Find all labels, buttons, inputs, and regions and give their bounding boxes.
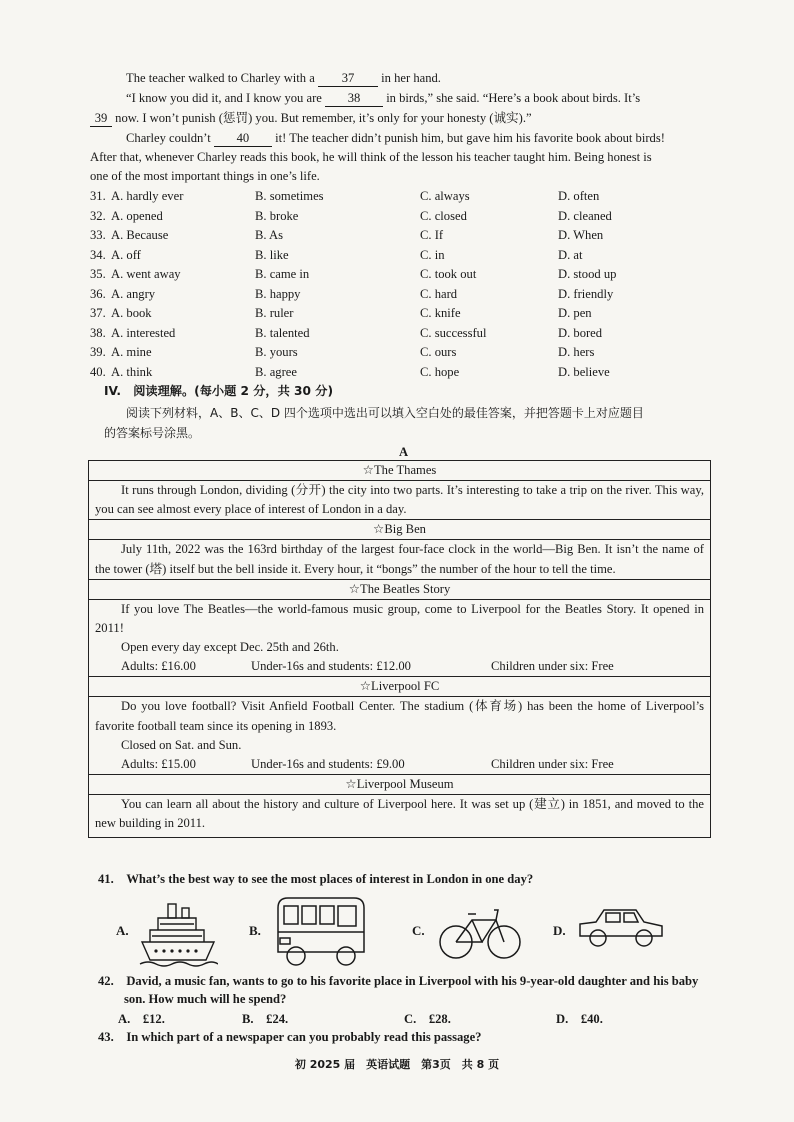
question-42-line-2: son. How much will he spend? bbox=[124, 992, 287, 1006]
option-b: B. sometimes bbox=[255, 189, 324, 203]
option-a: A. interested bbox=[111, 325, 176, 340]
question-42-line-1: 42. David, a music fan, wants to go to his favorite place in Liverpool with his 9-year-old daughter and his baby bbox=[98, 974, 699, 988]
q42-option-c: C. £28. bbox=[404, 1012, 451, 1026]
option-row-number: 36. bbox=[90, 286, 106, 301]
q41-option-d-label: D. bbox=[553, 923, 566, 938]
section-thames bbox=[89, 461, 710, 520]
option-d: D. at bbox=[558, 247, 583, 262]
option-a: A. off bbox=[111, 247, 141, 262]
section-liverpool-fc bbox=[89, 677, 710, 775]
option-c: C. hope bbox=[420, 364, 460, 379]
beatles-open: Open every day except Dec. 25th and 26th. bbox=[121, 640, 339, 655]
section-instruction-2: 的答案标号涂黑。 bbox=[104, 426, 201, 440]
option-c: C. hard bbox=[420, 286, 458, 301]
option-d: D. friendly bbox=[558, 286, 614, 301]
passage-line-6: one of the most important things in one’s life. bbox=[90, 169, 320, 183]
option-c: C. always bbox=[420, 189, 470, 203]
thames-title: ☆The Thames bbox=[89, 461, 710, 481]
beatles-children: Children under six: Free bbox=[491, 659, 614, 674]
passage-line-3: 39 now. I won’t punish (惩罚) you. But remember, it’s only for your honesty (诚实).” bbox=[90, 109, 532, 129]
q42-option-b: B. £24. bbox=[242, 1012, 289, 1026]
lfc-prices bbox=[95, 755, 704, 774]
option-a: A. think bbox=[111, 364, 153, 379]
q42-option-a: A. £12. bbox=[118, 1012, 165, 1026]
passage-letter: A bbox=[399, 445, 409, 459]
option-a: A. hardly ever bbox=[111, 189, 184, 203]
beatles-body: If you love The Beatles—the world-famous music group, come to Liverpool for the Beatles Story. It opened in 2011! bbox=[95, 601, 704, 636]
q42-option-d: D. £40. bbox=[556, 1012, 603, 1026]
lfc-under16: Under-16s and students: £9.00 bbox=[251, 757, 405, 772]
option-c: C. knife bbox=[420, 306, 461, 320]
option-b: B. agree bbox=[255, 364, 297, 379]
option-d: D. often bbox=[558, 189, 600, 203]
museum-title: ☆Liverpool Museum bbox=[89, 775, 710, 795]
option-row-number: 33. bbox=[90, 228, 106, 242]
option-b: B. broke bbox=[255, 208, 299, 223]
blank-40: 40 bbox=[214, 131, 272, 147]
lfc-closed: Closed on Sat. and Sun. bbox=[121, 737, 242, 752]
page-footer: 初 2025 届 英语试题 第3页 共 8 页 bbox=[294, 1058, 500, 1071]
bigben-title: ☆Big Ben bbox=[89, 520, 710, 540]
option-a: A. mine bbox=[111, 345, 152, 359]
museum-body: You can learn all about the history and culture of Liverpool here. It was set up (建立) in 1851, and moved to the new building in 2011. bbox=[95, 797, 704, 831]
blank-38: 38 bbox=[325, 91, 383, 107]
passage-line-5: After that, whenever Charley reads this book, he will think of the lesson his teacher taught him. Being honest is bbox=[90, 150, 652, 164]
section-museum bbox=[89, 775, 710, 837]
option-c: C. took out bbox=[420, 267, 477, 281]
option-d: D. stood up bbox=[558, 267, 617, 281]
option-a: A. book bbox=[111, 306, 152, 320]
q41-option-c-label: C. bbox=[412, 923, 425, 938]
bicycle-icon bbox=[438, 898, 522, 962]
option-c: C. ours bbox=[420, 345, 457, 359]
option-b: B. talented bbox=[255, 325, 310, 340]
lfc-children: Children under six: Free bbox=[491, 757, 614, 772]
option-c: C. in bbox=[420, 247, 445, 262]
blank-39: 39 bbox=[90, 111, 112, 127]
option-c: C. successful bbox=[420, 325, 487, 340]
option-a: A. angry bbox=[111, 286, 156, 301]
option-d: D. hers bbox=[558, 345, 595, 359]
option-row-number: 31. bbox=[90, 189, 106, 203]
beatles-prices bbox=[95, 657, 704, 676]
option-b: B. yours bbox=[255, 345, 298, 359]
beatles-under16: Under-16s and students: £12.00 bbox=[251, 659, 411, 674]
bigben-body: July 11th, 2022 was the 163rd birthday of the largest four-face clock in the world—Big Ben. It isn’t the name of the tower (塔) itself but the bell inside it. Every hour, it “bongs” the number of the hour to tell the time. bbox=[95, 542, 704, 576]
option-d: D. cleaned bbox=[558, 208, 612, 223]
lfc-adults: Adults: £15.00 bbox=[121, 757, 196, 772]
section-heading: IV. 阅读理解。(每小题 2 分，共 30 分) bbox=[104, 384, 334, 398]
section-big-ben bbox=[89, 520, 710, 579]
option-c: C. If bbox=[420, 228, 444, 242]
option-d: D. believe bbox=[558, 364, 610, 379]
ship-icon bbox=[138, 896, 218, 968]
option-a: A. opened bbox=[111, 208, 163, 223]
passage-line-4: Charley couldn’t 40 it! The teacher didn’t punish him, but gave him his favorite book about birds! bbox=[126, 131, 665, 145]
question-43: 43. In which part of a newspaper can you probably read this passage? bbox=[98, 1030, 482, 1044]
option-row-number: 34. bbox=[90, 247, 106, 262]
lfc-body: Do you love football? Visit Anfield Football Center. The stadium (体育场) has been the home of Liverpool’s favorite football team since its opening in 1893. bbox=[95, 699, 704, 733]
option-row-number: 39. bbox=[90, 345, 106, 359]
option-row-number: 35. bbox=[90, 267, 106, 281]
option-row-number: 37. bbox=[90, 306, 106, 320]
question-41: 41. What’s the best way to see the most places of interest in London in one day? bbox=[98, 872, 534, 886]
section-beatles bbox=[89, 580, 710, 678]
option-b: B. As bbox=[255, 228, 283, 242]
passage-line-1: The teacher walked to Charley with a 37 in her hand. bbox=[126, 71, 441, 85]
option-row-number: 38. bbox=[90, 325, 106, 340]
option-a: A. went away bbox=[111, 267, 181, 281]
option-a: A. Because bbox=[111, 228, 169, 242]
option-b: B. happy bbox=[255, 286, 301, 301]
passage-line-2: “I know you did it, and I know you are 38 in birds,” she said. “Here’s a book about birds. It’s bbox=[126, 91, 641, 105]
car-icon bbox=[576, 904, 666, 950]
option-row-number: 32. bbox=[90, 208, 106, 223]
info-box bbox=[88, 460, 711, 838]
beatles-title: ☆The Beatles Story bbox=[89, 580, 710, 600]
section-instruction-1: 阅读下列材料，A、B、C、D 四个选项中选出可以填入空白处的最佳答案，并把答题卡上对应题目 bbox=[126, 406, 644, 420]
option-b: B. ruler bbox=[255, 306, 294, 320]
option-c: C. closed bbox=[420, 208, 467, 223]
option-d: D. When bbox=[558, 228, 604, 242]
option-row-number: 40. bbox=[90, 364, 106, 379]
option-b: B. like bbox=[255, 247, 289, 262]
beatles-adults: Adults: £16.00 bbox=[121, 659, 196, 674]
thames-body: It runs through London, dividing (分开) the city into two parts. It’s interesting to take a trip on the river. This way, you can see almost every place of interest of London in a day. bbox=[95, 483, 704, 517]
lfc-title: ☆Liverpool FC bbox=[89, 677, 710, 697]
option-d: D. pen bbox=[558, 306, 592, 320]
option-d: D. bored bbox=[558, 325, 603, 340]
q41-option-a-label: A. bbox=[116, 923, 129, 938]
blank-37: 37 bbox=[318, 71, 378, 87]
bus-icon bbox=[270, 894, 370, 972]
option-b: B. came in bbox=[255, 267, 310, 281]
q41-option-b-label: B. bbox=[249, 923, 261, 938]
